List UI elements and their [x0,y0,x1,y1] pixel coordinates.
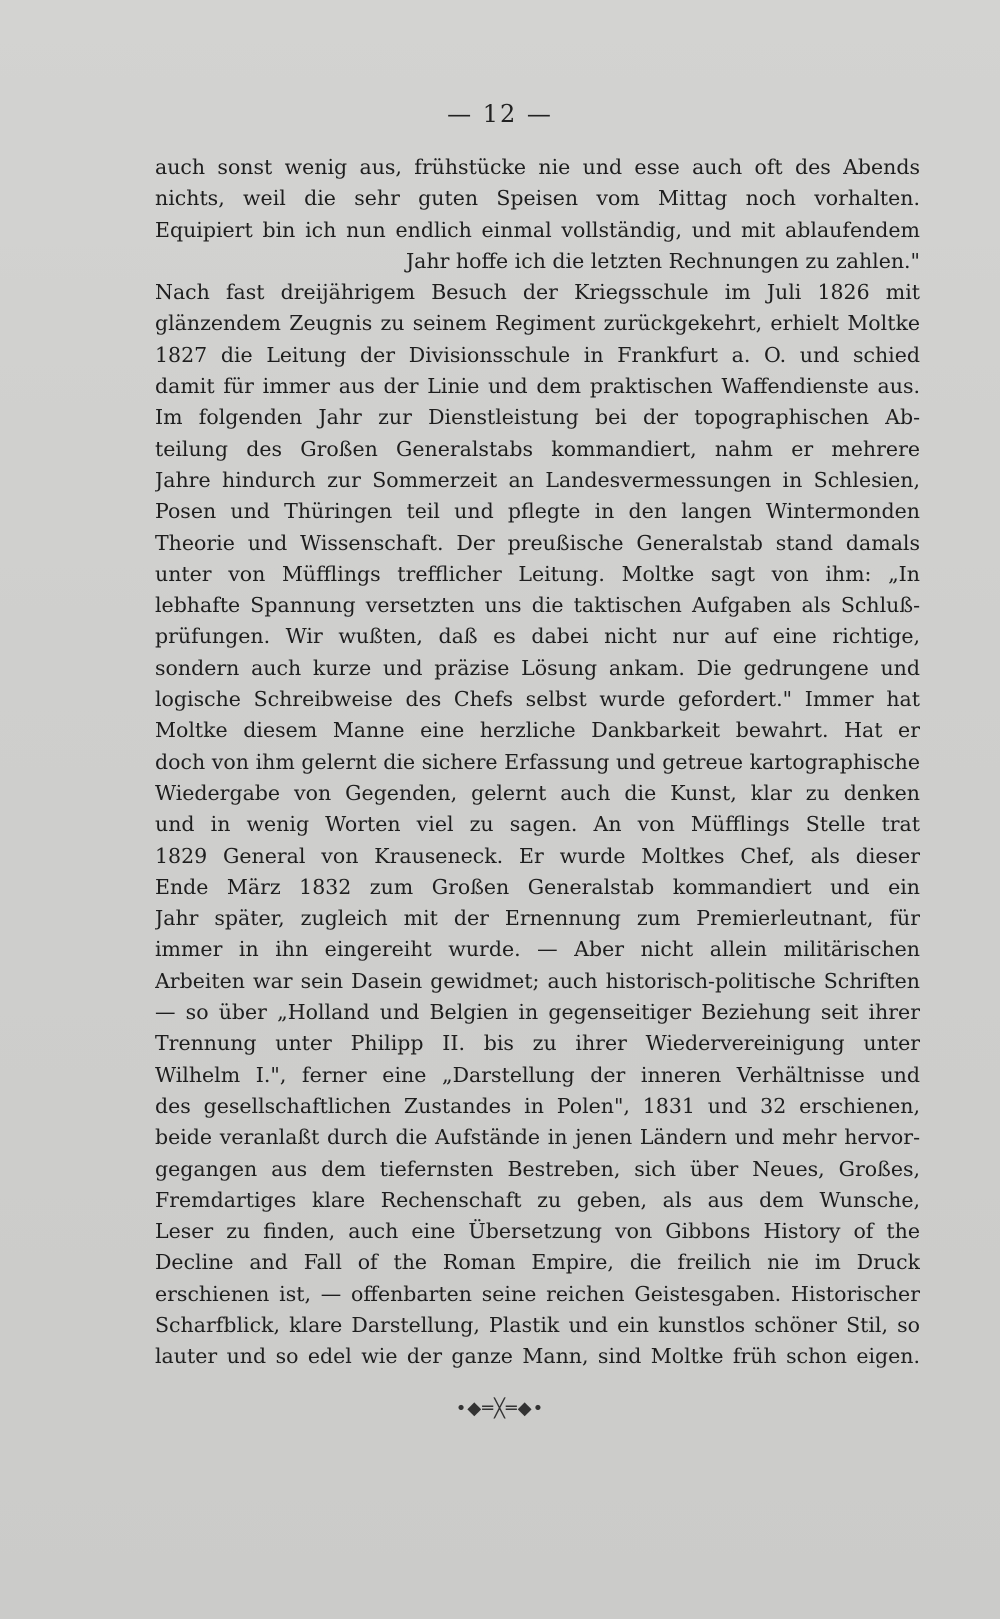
text-line: Wiedergabe von Gegenden, gelernt auch die Kunst, klar zu denken [155,780,920,805]
text-line: Jahr später, zugleich mit der Ernennung zum Premierleutnant, für [155,906,920,931]
text-line: immer in ihn eingereiht wurde. — Aber nicht allein militärischen [155,937,920,962]
text-line: Im folgenden Jahr zur Dienstleistung bei der topographischen Ab- [155,405,920,430]
text-line: glänzendem Zeugnis zu seinem Regiment zurückgekehrt, erhielt Moltke [155,311,920,336]
text-line: sondern auch kurze und präzise Lösung ankam. Die gedrungene und [155,655,920,680]
text-line: Fremdartiges klare Rechenschaft zu geben, als aus dem Wunsche, [155,1187,920,1212]
text-line: Trennung unter Philipp II. bis zu ihrer Wiedervereinigung unter [155,1031,920,1056]
text-line: teilung des Großen Generalstabs kommandiert, nahm er mehrere [155,436,920,461]
text-line: logische Schreibweise des Chefs selbst wurde gefordert." Immer hat [155,687,920,712]
text-line: prüfungen. Wir wußten, daß es dabei nicht nur auf eine richtige, [155,624,920,649]
text-line: unter von Müfflings trefflicher Leitung. Moltke sagt von ihm: „In [155,561,920,586]
text-line: Equipiert bin ich nun endlich einmal vollständig, und mit ablaufendem [155,217,920,242]
text-line: beide veranlaßt durch die Aufstände in jenen Ländern und mehr hervor- [155,1125,920,1150]
text-line: lauter und so edel wie der ganze Mann, sind Moltke früh schon eigen. [155,1344,920,1369]
text-line: Arbeiten war sein Dasein gewidmet; auch historisch-politische Schriften [155,968,920,993]
text-line: auch sonst wenig aus, frühstücke nie und esse auch oft des Abends [155,155,920,179]
text-line: damit für immer aus der Linie und dem praktischen Waffendienste aus. [155,374,920,399]
text-line: Decline and Fall of the Roman Empire, die freilich nie im Druck [155,1250,920,1275]
text-line: des gesellschaftlichen Zustandes in Polen", 1831 und 32 erschienen, [155,1093,920,1118]
text-line: Nach fast dreijährigem Besuch der Kriegsschule im Juli 1826 mit [155,280,920,305]
body-text [155,152,920,1373]
text-line: lebhafte Spannung versetzten uns die taktischen Aufgaben als Schluß- [155,593,920,618]
text-line: Jahr hoffe ich die letzten Rechnungen zu zahlen." [405,248,920,273]
text-line: gegangen aus dem tiefernsten Bestreben, sich über Neues, Großes, [155,1156,920,1181]
text-line: Moltke diesem Manne eine herzliche Dankbarkeit bewahrt. Hat er [155,718,920,743]
text-line: erschienen ist, — offenbarten seine reichen Geistesgaben. Historischer [155,1281,920,1306]
text-line: — so über „Holland und Belgien in gegenseitiger Beziehung seit ihrer [155,1000,920,1025]
text-line: Theorie und Wissenschaft. Der preußische Generalstab stand damals [155,530,920,555]
text-line: und in wenig Worten viel zu sagen. An von Müfflings Stelle trat [155,812,920,837]
page-number: — 12 — [447,100,553,128]
text-line: Wilhelm I.", ferner eine „Darstellung der inneren Verhältnisse und [155,1062,920,1087]
text-line: 1829 General von Krauseneck. Er wurde Moltkes Chef, als dieser [155,843,920,868]
text-line: Posen und Thüringen teil und pflegte in den langen Wintermonden [155,499,920,524]
text-line: 1827 die Leitung der Divisionsschule in Frankfurt a. O. und schied [155,342,920,367]
text-line: nichts, weil die sehr guten Speisen vom Mittag noch vorhalten. [155,186,920,211]
text-line: Scharfblick, klare Darstellung, Plastik und ein kunstlos schöner Stil, so [155,1312,920,1337]
text-line: Ende März 1832 zum Großen Generalstab kommandiert und ein [155,874,920,899]
text-line: doch von ihm gelernt die sichere Erfassung und getreue kartographische [155,749,920,774]
text-line: Jahre hindurch zur Sommerzeit an Landesvermessungen in Schlesien, [155,467,920,492]
text-line: Leser zu finden, auch eine Übersetzung von Gibbons History of the [155,1219,920,1244]
section-ornament: •◆═╳═◆• [455,1398,545,1419]
